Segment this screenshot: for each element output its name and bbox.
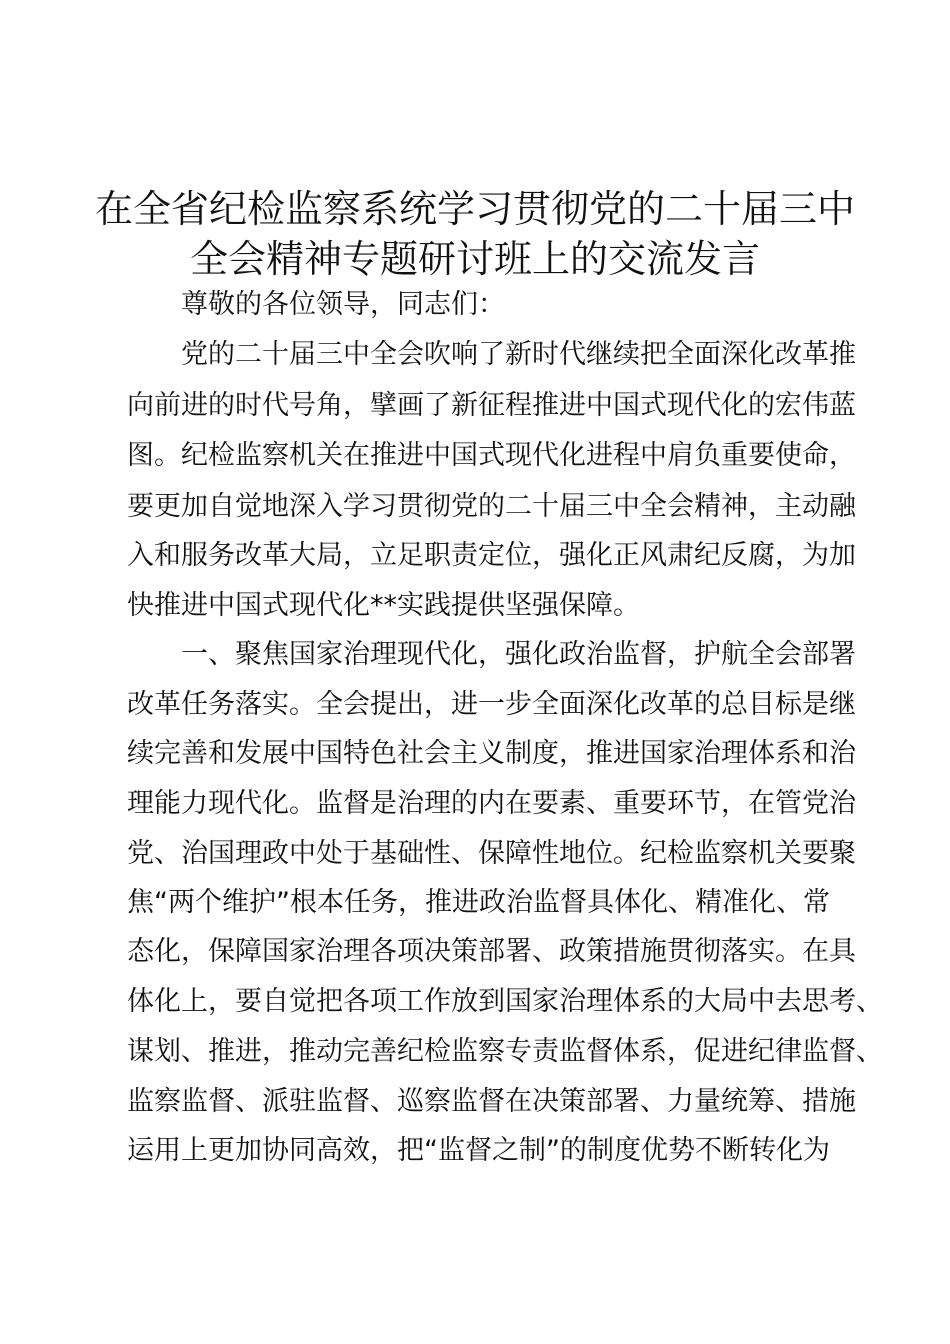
paragraph-1-line: 快推进中国式现代化**实践提供坚强保障。: [127, 590, 640, 621]
paragraph-2-line: 续完善和发展中国特色社会主义制度，推进国家治理体系和治: [127, 738, 856, 769]
document-title-line-1: 在全省纪检监察系统学习贯彻党的二十届三中: [94, 187, 855, 231]
paragraph-1-line: 向前进的时代号角，擘画了新征程推进中国式现代化的宏伟蓝: [127, 390, 856, 421]
paragraph-1-line: 党的二十届三中全会吹响了新时代继续把全面深化改革推: [181, 339, 856, 370]
paragraph-2-line: 监察监督、派驻监督、巡察监督在决策部署、力量统筹、措施: [127, 1086, 856, 1117]
paragraph-2-line: 运用上更加协同高效，把“监督之制”的制度优势不断转化为: [127, 1135, 830, 1166]
paragraph-2-line: 体化上，要自觉把各项工作放到国家治理体系的大局中去思考、: [127, 986, 883, 1017]
paragraph-2-line: 焦“两个维护”根本任务，推进政治监督具体化、精准化、常: [127, 887, 830, 918]
section-1-heading: 一、聚焦国家治理现代化，强化政治监督，护航全会部署: [181, 639, 856, 670]
paragraph-1-line: 图。纪检监察机关在推进中国式现代化进程中肩负重要使命，: [127, 440, 856, 471]
paragraph-1-line: 入和服务改革大局，立足职责定位，强化正风肃纪反腐，为加: [127, 540, 856, 571]
paragraph-2-line: 理能力现代化。监督是治理的内在要素、重要环节，在管党治: [127, 788, 856, 819]
paragraph-2-line: 党、治国理政中处于基础性、保障性地位。纪检监察机关要聚: [127, 838, 856, 869]
paragraph-2-line: 改革任务落实。全会提出，进一步全面深化改革的总目标是继: [127, 689, 856, 720]
paragraph-2-line: 态化，保障国家治理各项决策部署、政策措施贯彻落实。在具: [127, 936, 856, 967]
salutation: 尊敬的各位领导，同志们：: [181, 289, 505, 320]
paragraph-2-line: 谋划、推进，推动完善纪检监察专责监督体系，促进纪律监督、: [127, 1036, 883, 1067]
paragraph-1-line: 要更加自觉地深入学习贯彻党的二十届三中全会精神，主动融: [127, 491, 856, 522]
document-title-line-2: 全会精神专题研讨班上的交流发言: [189, 237, 760, 281]
